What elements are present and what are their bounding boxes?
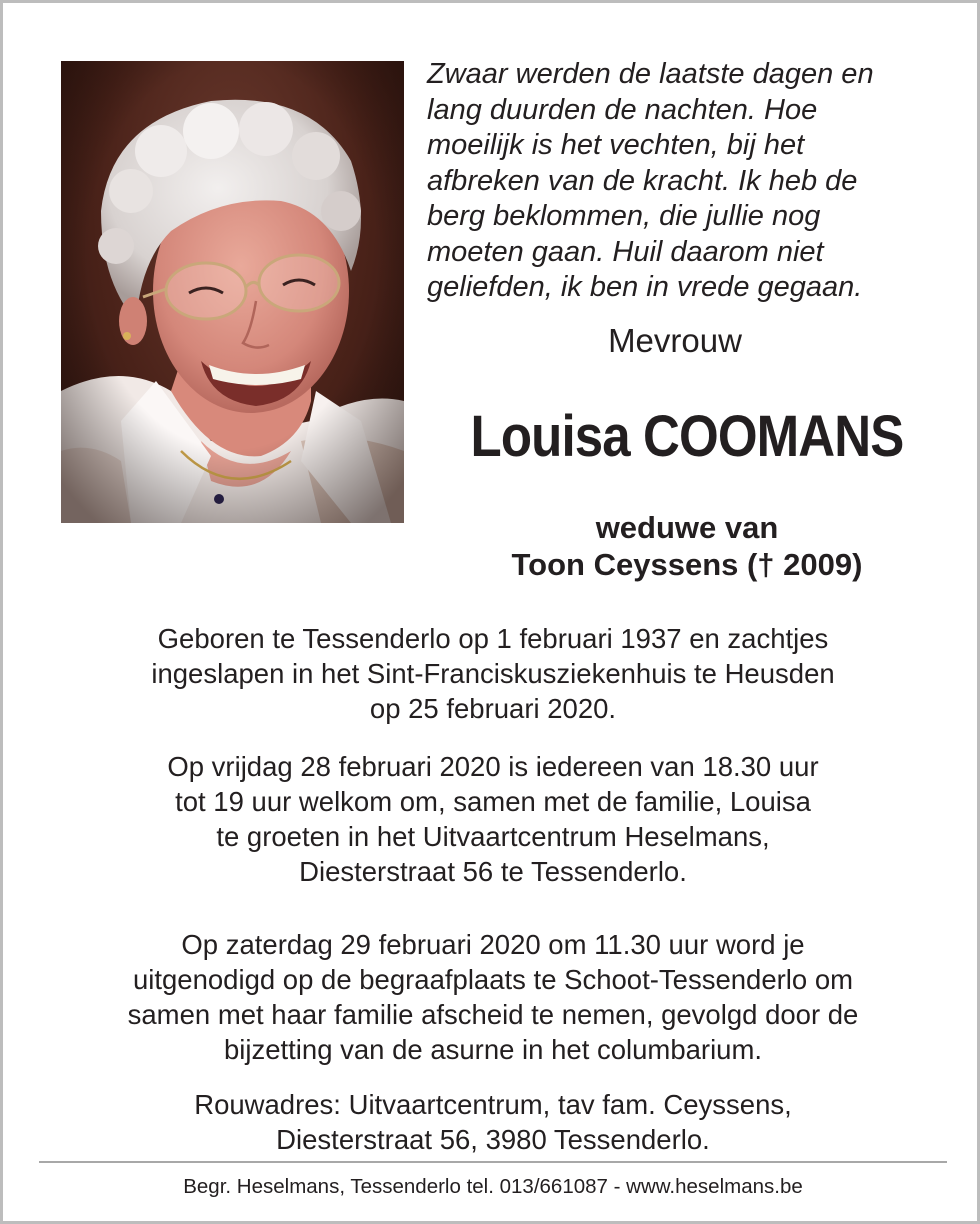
paragraph-line: Geboren te Tessenderlo op 1 februari 1937 en zachtjes (157, 623, 829, 654)
funeral-home-footer: Begr. Heselmans, Tessenderlo tel. 013/661087 - www.heselmans.be (183, 1175, 803, 1198)
paragraph-line: Diesterstraat 56, 3980 Tessenderlo. (276, 1124, 710, 1155)
poem-line: Zwaar werden de laatste dagen en (427, 58, 874, 90)
spouse-name: Toon Ceyssens († 2009) (511, 547, 863, 582)
paragraph-line: ingeslapen in het Sint-Franciskusziekenhuis te Heusden (151, 658, 835, 689)
widow-of (423, 509, 951, 583)
visitation-paragraph (43, 749, 943, 889)
poem-line: lang duurden de nachten. Hoe (427, 93, 818, 126)
paragraph-line: Rouwadres: Uitvaartcentrum, tav fam. Ceyssens, (194, 1089, 792, 1120)
paragraph-line: op 25 februari 2020. (369, 693, 617, 724)
paragraph-line: bijzetting van de asurne in het columbarium. (223, 1034, 763, 1065)
poem-line: moeilijk is het vechten, bij het (427, 129, 805, 161)
paragraph-line: Op zaterdag 29 februari 2020 om 11.30 uur word je (181, 929, 805, 960)
paragraph-line: uitgenodigd op de begraafplaats te Schoot-Tessenderlo om (132, 964, 854, 995)
footer-divider (39, 1161, 947, 1163)
poem-line: moeten gaan. Huil daarom niet (427, 235, 824, 268)
widow-label: weduwe van (595, 510, 779, 545)
honorific: Mevrouw (608, 322, 742, 359)
paragraph-line: samen met haar familie afscheid te nemen, gevolgd door de (127, 999, 859, 1030)
paragraph-line: Op vrijdag 28 februari 2020 is iedereen van 18.30 uur (167, 751, 819, 782)
portrait-photo-icon (61, 61, 404, 523)
portrait-photo (61, 61, 404, 523)
poem (427, 57, 947, 306)
paragraph-line: te groeten in het Uitvaartcentrum Heselmans, (216, 821, 770, 852)
deceased-name: Louisa COOMANS (470, 404, 904, 469)
ceremony-paragraph (43, 927, 943, 1067)
paragraph-line: tot 19 uur welkom om, samen met de familie, Louisa (175, 786, 811, 817)
poem-line: berg beklommen, die jullie nog (427, 200, 821, 232)
paragraph-line: Diesterstraat 56 te Tessenderlo. (299, 856, 687, 887)
poem-line: afbreken van de kracht. Ik heb de (427, 164, 858, 197)
poem-line: geliefden, ik ben in vrede gegaan. (427, 271, 863, 303)
birth-death-paragraph (43, 621, 943, 726)
address-paragraph (43, 1087, 943, 1157)
